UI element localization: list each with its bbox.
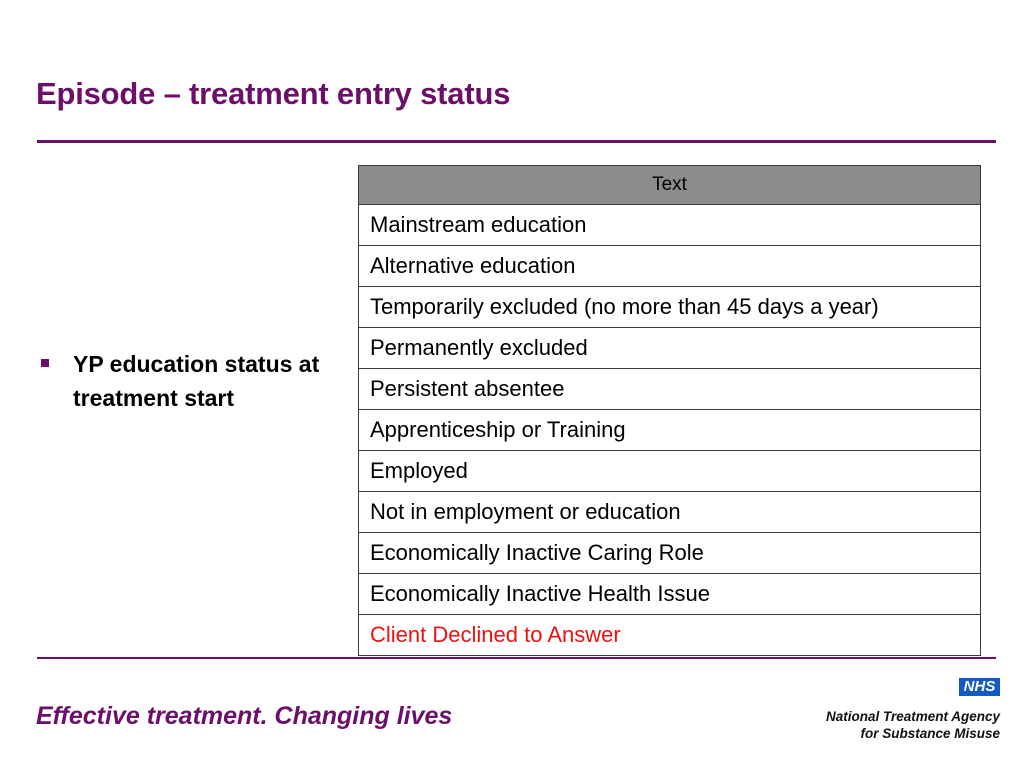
table-cell: Employed xyxy=(359,451,981,492)
table-row xyxy=(359,533,981,574)
table-row xyxy=(359,328,981,369)
table-row xyxy=(359,205,981,246)
table-cell: Economically Inactive Caring Role xyxy=(359,533,981,574)
agency-name-line2: for Substance Misuse xyxy=(860,726,1000,741)
agency-name-line1: National Treatment Agency xyxy=(825,709,1000,724)
table-row xyxy=(359,410,981,451)
title-divider xyxy=(37,140,996,143)
table-row-declined xyxy=(359,615,981,656)
table-cell: Not in employment or education xyxy=(359,492,981,533)
agency-name xyxy=(826,708,1000,742)
table-row xyxy=(359,451,981,492)
footer-slogan: Effective treatment. Changing lives xyxy=(36,702,453,730)
table-row xyxy=(359,287,981,328)
bullet-text: YP education status at treatment start xyxy=(73,351,320,411)
table-cell: Alternative education xyxy=(359,246,981,287)
square-bullet-icon xyxy=(41,359,49,367)
nhs-logo-icon: NHS xyxy=(959,678,1000,696)
table-row xyxy=(359,369,981,410)
table-cell-declined: Client Declined to Answer xyxy=(359,615,981,656)
table-row xyxy=(359,574,981,615)
footer-divider xyxy=(37,657,996,659)
table-cell: Economically Inactive Health Issue xyxy=(359,574,981,615)
table-cell: Apprenticeship or Training xyxy=(359,410,981,451)
slide-title: Episode – treatment entry status xyxy=(36,76,511,111)
table-cell: Persistent absentee xyxy=(359,369,981,410)
table-header-cell: Text xyxy=(359,166,981,205)
table-cell: Mainstream education xyxy=(359,205,981,246)
table-cell: Temporarily excluded (no more than 45 days a year) xyxy=(359,287,981,328)
table-row xyxy=(359,246,981,287)
nta-logo xyxy=(803,670,1003,744)
table-header-row xyxy=(359,166,981,205)
table-row xyxy=(359,492,981,533)
education-status-table xyxy=(358,165,981,656)
bullet-item xyxy=(38,347,338,415)
table-cell: Permanently excluded xyxy=(359,328,981,369)
